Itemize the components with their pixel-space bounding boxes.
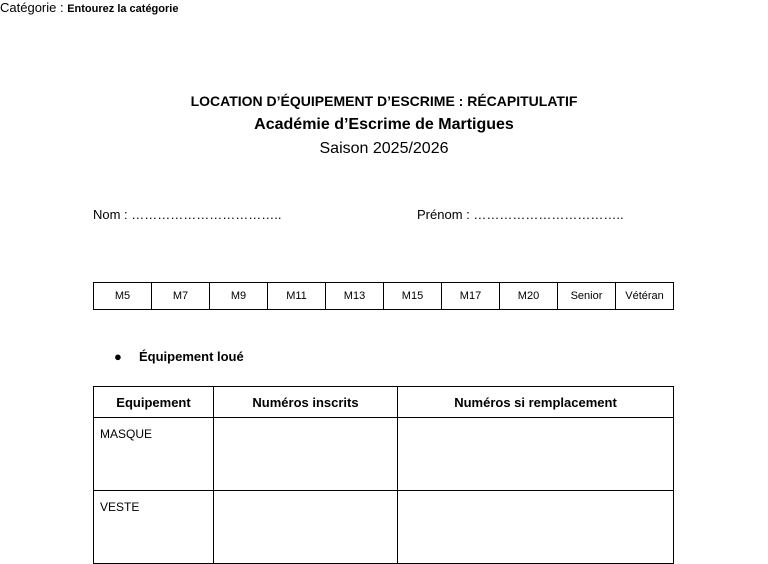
category-cell: M11	[268, 283, 326, 310]
category-cell: M15	[384, 283, 442, 310]
club-name: Académie d’Escrime de Martigues	[254, 116, 514, 133]
column-header: Numéros inscrits	[214, 387, 398, 418]
equipment-heading-text: Équipement loué	[139, 349, 244, 364]
category-cell: M17	[442, 283, 500, 310]
column-header: Equipement	[94, 387, 214, 418]
numeros-remplacement-cell	[398, 418, 674, 491]
prenom-field: Prénom : ……………………………..	[417, 207, 624, 222]
category-cell: M5	[94, 283, 152, 310]
document-title: LOCATION D’ÉQUIPEMENT D’ESCRIME : RÉCAPITULATIF	[190, 93, 578, 109]
category-table	[93, 282, 674, 310]
category-cell: Vétéran	[616, 283, 674, 310]
category-cell: Senior	[558, 283, 616, 310]
bullet-icon: ●	[114, 349, 122, 364]
numeros-inscrits-cell	[214, 418, 398, 491]
season-label: Saison 2025/2026	[319, 140, 449, 157]
numeros-inscrits-cell	[214, 491, 398, 564]
table-row	[94, 491, 674, 564]
nom-field: Nom : ……………………………..	[93, 207, 282, 222]
category-cell: M20	[500, 283, 558, 310]
table-row	[94, 418, 674, 491]
equipment-name-cell: VESTE	[94, 491, 214, 564]
categorie-text: Catégorie :	[0, 0, 68, 15]
equipment-table	[93, 386, 674, 564]
column-header: Numéros si remplacement	[398, 387, 674, 418]
equipment-header-row	[94, 387, 674, 418]
category-cell: M9	[210, 283, 268, 310]
category-cell: M7	[152, 283, 210, 310]
categorie-hint: Entourez la catégorie	[67, 3, 179, 15]
numeros-remplacement-cell	[398, 491, 674, 564]
categorie-label	[0, 0, 768, 15]
category-cell: M13	[326, 283, 384, 310]
category-row	[94, 283, 674, 310]
equipment-name-cell: MASQUE	[94, 418, 214, 491]
